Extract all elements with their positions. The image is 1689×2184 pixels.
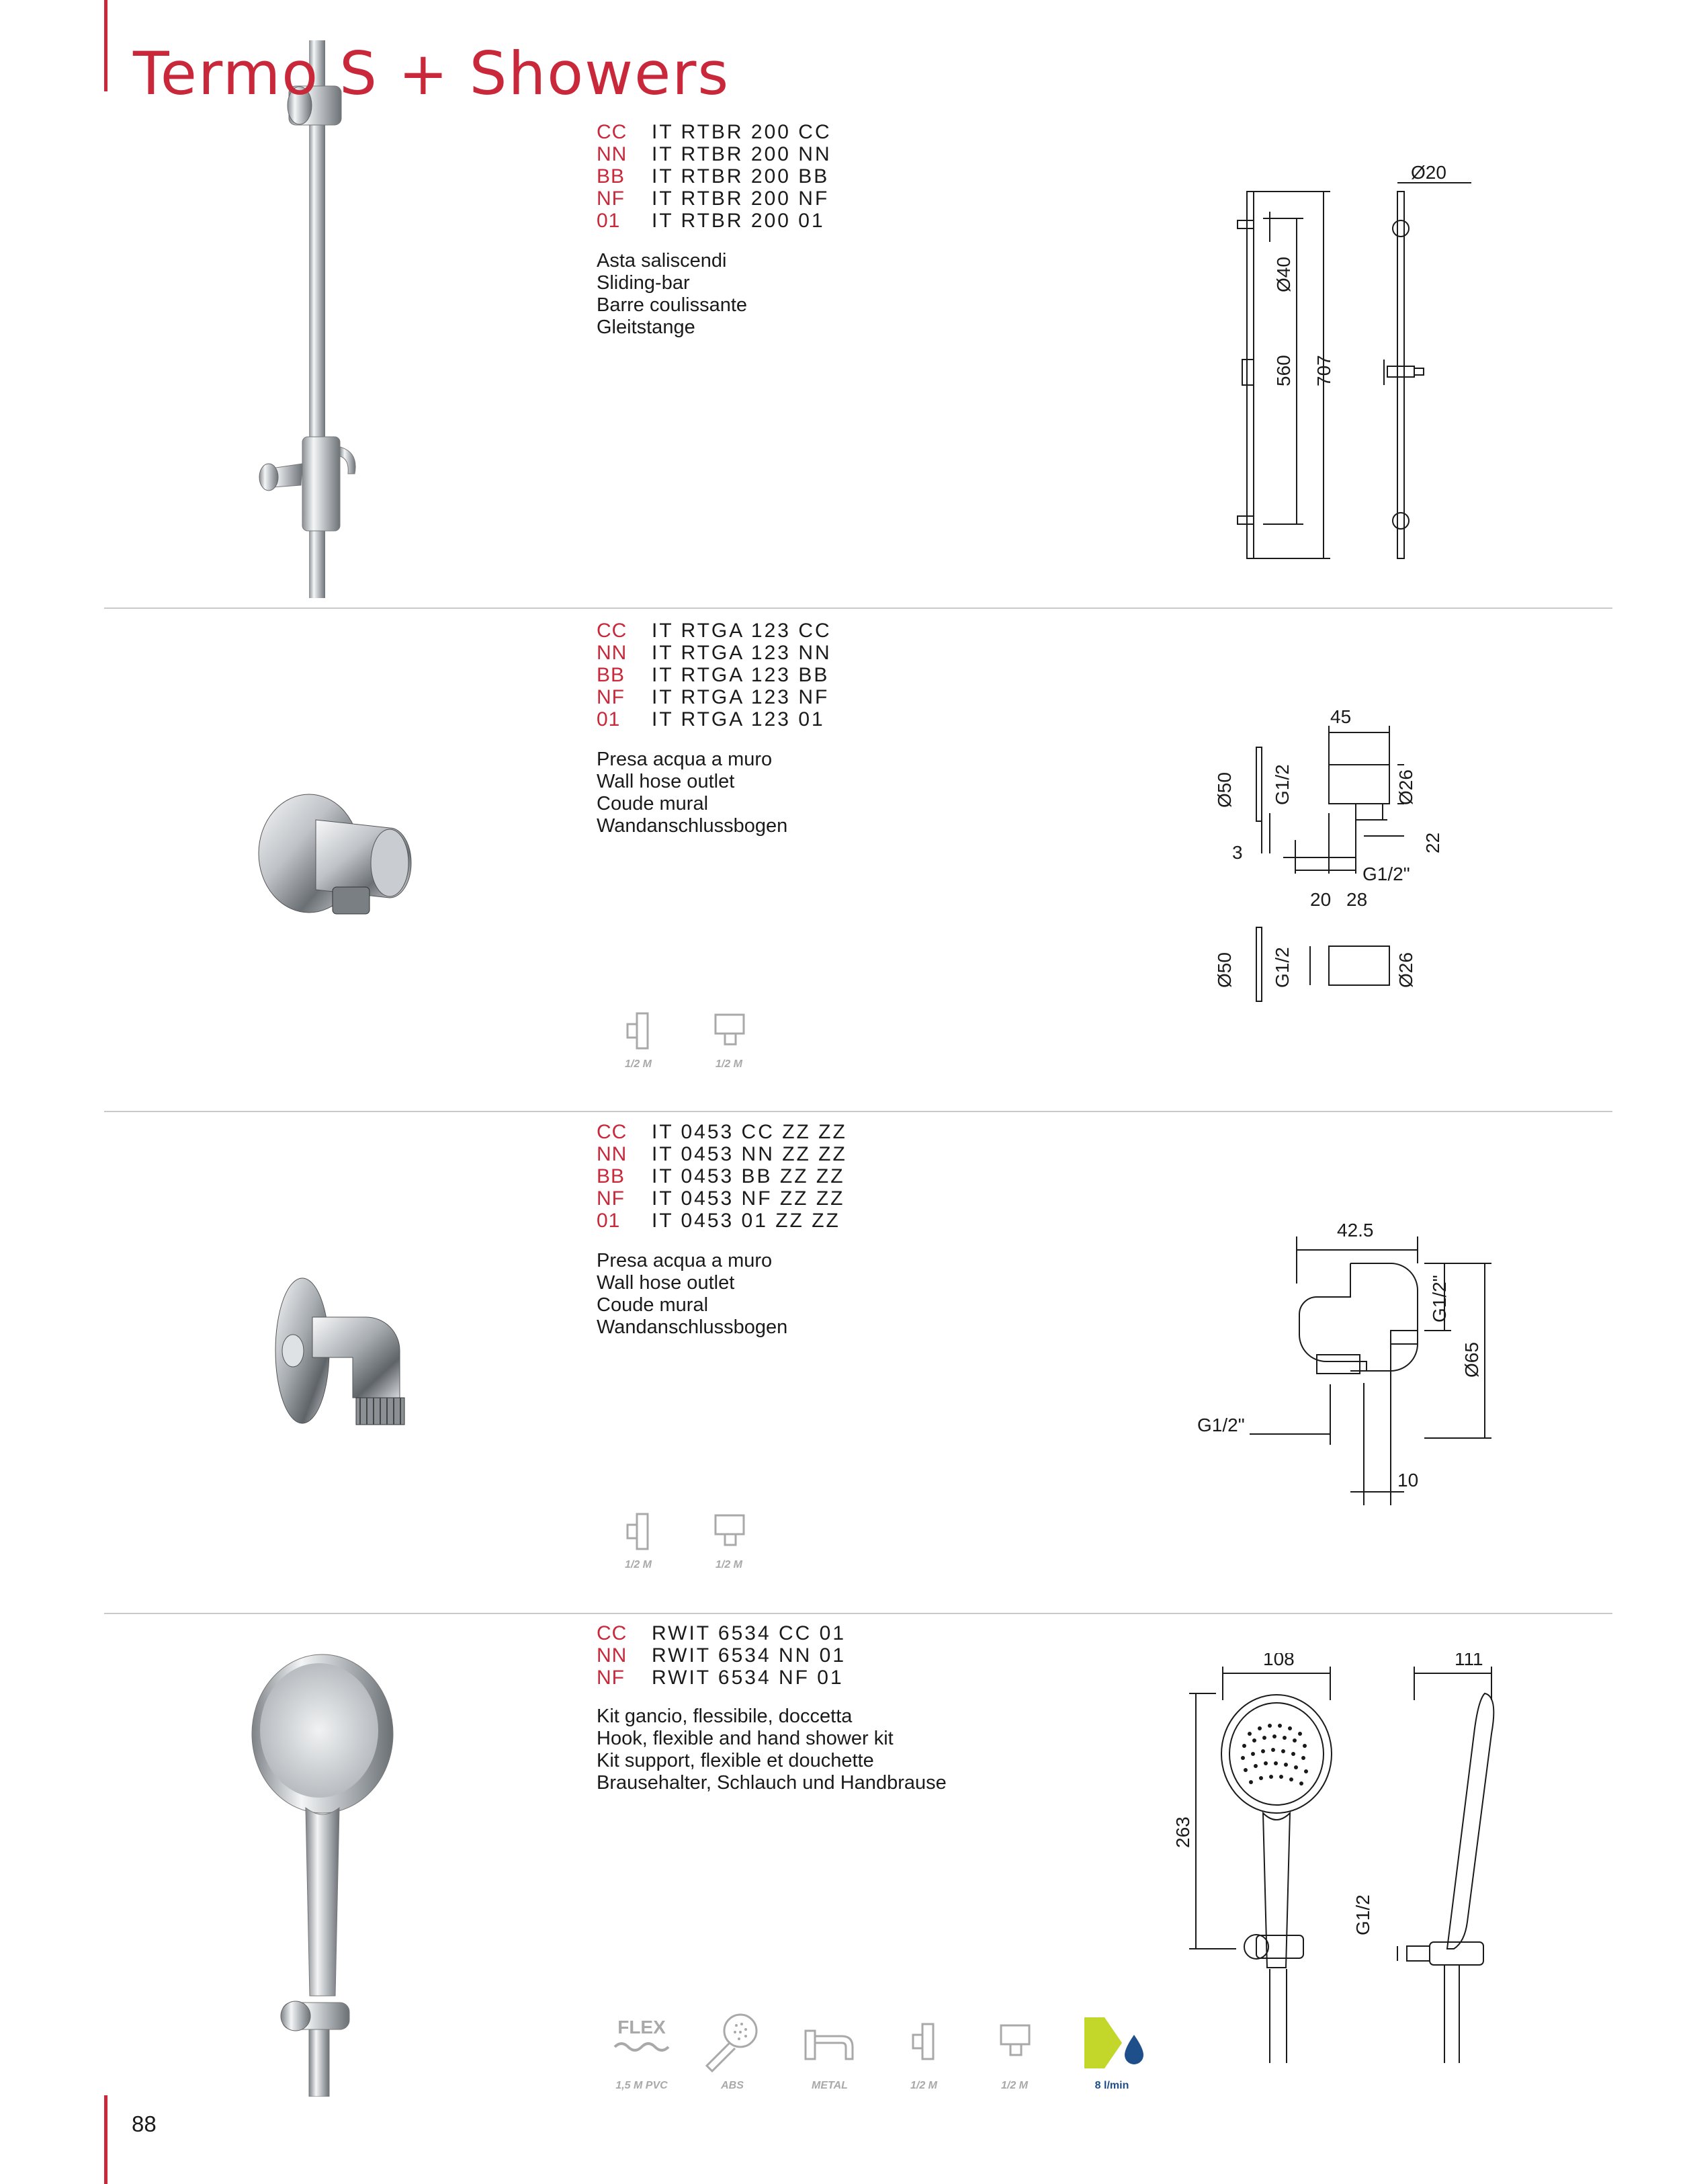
code-row <box>597 210 832 232</box>
feature-label: 1/2 M <box>715 1058 742 1070</box>
accent-bar-bottom <box>104 2095 107 2184</box>
feature-thread-down <box>984 2009 1045 2092</box>
dim-diameter-50: Ø50 <box>1214 772 1235 808</box>
feature-label: 1,5 M PVC <box>615 2080 668 2091</box>
description-en: Sliding-bar <box>597 272 690 294</box>
dim-diameter-40: Ø40 <box>1273 257 1294 292</box>
section-divider <box>104 1111 1612 1112</box>
description-de: Gleitstange <box>597 317 695 338</box>
dim-diameter-65: Ø65 <box>1461 1342 1482 1378</box>
article-number: IT RTGA 123 NN <box>652 642 832 664</box>
dim-width-28: 28 <box>1346 889 1368 910</box>
dim-height-707: 707 <box>1313 355 1334 386</box>
article-number: IT RTGA 123 BB <box>652 664 830 686</box>
article-number: IT RTGA 123 CC <box>652 620 832 642</box>
description-fr: Barre coulissante <box>597 294 748 316</box>
product-4-description <box>597 1706 947 1794</box>
dim-width-20: 20 <box>1310 889 1332 910</box>
wall-outlet-rtga-photo <box>255 786 430 941</box>
male-thread-down-icon <box>994 2009 1035 2076</box>
code-row <box>597 187 832 210</box>
feature-thread-side <box>608 1008 668 1070</box>
dim-diameter-26-alt: Ø26 <box>1395 952 1416 988</box>
product-3-description <box>597 1250 787 1339</box>
feature-metal <box>796 2009 863 2092</box>
dim-height-22: 22 <box>1422 832 1443 853</box>
code-row <box>597 686 832 708</box>
feature-flex-hose <box>605 2009 679 2092</box>
feature-label: 1/2 M <box>910 2080 937 2091</box>
description-en: Hook, flexible and hand shower kit <box>597 1728 894 1749</box>
code-row <box>597 1187 847 1210</box>
accent-bar-top <box>104 0 107 91</box>
feature-label: 1/2 M <box>624 1559 652 1570</box>
code-row <box>597 642 832 664</box>
article-number: IT 0453 NF ZZ ZZ <box>652 1187 845 1210</box>
wall-outlet-0453-drawing <box>1196 1210 1505 1519</box>
article-number: IT RTBR 200 NN <box>652 143 832 165</box>
feature-thread-side <box>608 1509 668 1571</box>
code-row <box>597 1165 847 1187</box>
variant-code: 01 <box>597 1210 621 1232</box>
dim-thickness-3: 3 <box>1232 842 1243 863</box>
variant-code: NF <box>597 1667 625 1689</box>
product-2-codes <box>597 620 832 730</box>
feature-label: 8 l/min <box>1094 2080 1129 2091</box>
feature-label: ABS <box>721 2080 744 2091</box>
code-row <box>597 620 832 642</box>
dim-height-263: 263 <box>1172 1816 1193 1848</box>
dim-width-10: 10 <box>1397 1470 1419 1490</box>
article-number: IT 0453 01 ZZ ZZ <box>652 1210 840 1232</box>
description-de: Wandanschlussbogen <box>597 815 788 837</box>
article-number: IT RTBR 200 CC <box>652 121 832 143</box>
article-number: IT 0453 CC ZZ ZZ <box>652 1121 847 1143</box>
code-row <box>597 165 832 187</box>
variant-code: BB <box>597 664 625 686</box>
article-number: IT 0453 BB ZZ ZZ <box>652 1165 845 1187</box>
wall-outlet-0453-photo <box>255 1270 430 1445</box>
article-number: RWIT 6534 NN 01 <box>652 1644 846 1667</box>
code-row <box>597 1143 847 1165</box>
article-number: IT RTGA 123 01 <box>652 708 825 730</box>
metal-bracket-icon <box>796 2009 863 2076</box>
code-row <box>597 121 832 143</box>
dim-thread-g12-alt: G1/2 <box>1272 947 1293 988</box>
page-title: Termo S + Showers <box>133 39 730 108</box>
variant-code: CC <box>597 1121 627 1143</box>
variant-code: CC <box>597 620 627 642</box>
description-en: Wall hose outlet <box>597 771 735 792</box>
variant-code: CC <box>597 1622 627 1644</box>
feature-thread-side <box>894 2009 954 2092</box>
dim-width-42-5: 42.5 <box>1337 1220 1374 1241</box>
feature-label: 1/2 M <box>715 1559 742 1570</box>
feature-flow-rate <box>1075 2009 1149 2092</box>
code-row <box>597 708 832 730</box>
variant-code: NN <box>597 642 627 664</box>
description-en: Wall hose outlet <box>597 1272 735 1294</box>
dim-width-111: 111 <box>1455 1653 1483 1669</box>
variant-code: BB <box>597 1165 625 1187</box>
code-row <box>597 1121 847 1143</box>
code-row <box>597 1622 846 1644</box>
code-row <box>597 1644 846 1667</box>
feature-thread-down <box>699 1008 759 1070</box>
variant-code: NF <box>597 1187 625 1210</box>
description-fr: Coude mural <box>597 793 709 814</box>
feature-label: 1/2 M <box>624 1058 652 1070</box>
article-number: IT 0453 NN ZZ ZZ <box>652 1143 847 1165</box>
article-number: IT RTBR 200 NF <box>652 187 830 210</box>
variant-code: NN <box>597 1644 627 1667</box>
article-number: IT RTBR 200 01 <box>652 210 825 232</box>
dim-thread-g12: G1/2 <box>1352 1894 1373 1935</box>
feature-label: METAL <box>812 2080 848 2091</box>
section-divider <box>104 607 1612 609</box>
variant-code: NF <box>597 686 625 708</box>
article-number: IT RTGA 123 NF <box>652 686 830 708</box>
dim-diameter-26: Ø26 <box>1395 769 1416 805</box>
description-fr: Kit support, flexible et douchette <box>597 1750 874 1771</box>
male-thread-side-icon <box>618 1008 658 1055</box>
dim-diameter-50-alt: Ø50 <box>1214 952 1235 988</box>
article-number: RWIT 6534 NF 01 <box>652 1667 844 1689</box>
dim-thread-g12-top: G1/2" <box>1429 1275 1450 1322</box>
description-fr: Coude mural <box>597 1294 709 1316</box>
dim-diameter-20: Ø20 <box>1411 162 1446 183</box>
code-row <box>597 664 832 686</box>
product-1-description <box>597 250 747 339</box>
male-thread-side-icon <box>618 1509 658 1556</box>
product-1-codes <box>597 121 832 232</box>
water-flow-icon <box>1075 2009 1149 2076</box>
shower-kit-drawing <box>1169 1653 1505 2070</box>
page-number: 88 <box>132 2111 157 2136</box>
variant-code: NN <box>597 143 627 165</box>
product-4-codes <box>597 1622 846 1689</box>
hand-shower-icon <box>699 2009 766 2076</box>
dim-height-560: 560 <box>1273 355 1294 386</box>
feature-label: 1/2 M <box>1000 2080 1028 2091</box>
dim-thread-g12-left: G1/2" <box>1197 1415 1245 1435</box>
variant-code: NN <box>597 1143 627 1165</box>
description-de: Brausehalter, Schlauch und Handbrause <box>597 1772 947 1794</box>
code-row <box>597 1210 847 1232</box>
section-divider <box>104 1613 1612 1614</box>
description-it: Asta saliscendi <box>597 250 727 271</box>
sliding-bar-drawing <box>1196 155 1478 585</box>
code-row <box>597 1667 846 1689</box>
description-it: Kit gancio, flessibile, doccetta <box>597 1706 853 1727</box>
product-3-codes <box>597 1121 847 1232</box>
description-de: Wandanschlussbogen <box>597 1316 788 1338</box>
code-row <box>597 143 832 165</box>
flex-text: FLEX <box>617 2017 666 2038</box>
dim-width-45: 45 <box>1330 706 1352 727</box>
variant-code: CC <box>597 121 627 143</box>
product-2-description <box>597 749 787 837</box>
description-it: Presa acqua a muro <box>597 1250 773 1271</box>
variant-code: NF <box>597 187 625 210</box>
shower-kit-photo <box>242 1653 403 2097</box>
dim-thread-g12: G1/2 <box>1272 764 1293 805</box>
dim-width-108: 108 <box>1263 1653 1295 1669</box>
variant-code: BB <box>597 165 625 187</box>
article-number: RWIT 6534 CC 01 <box>652 1622 846 1644</box>
variant-code: 01 <box>597 210 621 232</box>
feature-abs <box>699 2009 766 2092</box>
male-thread-down-icon <box>709 1008 749 1055</box>
male-thread-side-icon <box>904 2009 944 2076</box>
flex-hose-icon <box>608 2009 675 2076</box>
male-thread-down-icon <box>709 1509 749 1556</box>
variant-code: 01 <box>597 708 621 730</box>
feature-thread-down <box>699 1509 759 1571</box>
description-it: Presa acqua a muro <box>597 749 773 770</box>
wall-outlet-rtga-drawing <box>1203 706 1498 1028</box>
dim-thread-g12-quote: G1/2" <box>1362 864 1410 884</box>
sliding-bar-photo <box>222 34 376 598</box>
article-number: IT RTBR 200 BB <box>652 165 830 187</box>
